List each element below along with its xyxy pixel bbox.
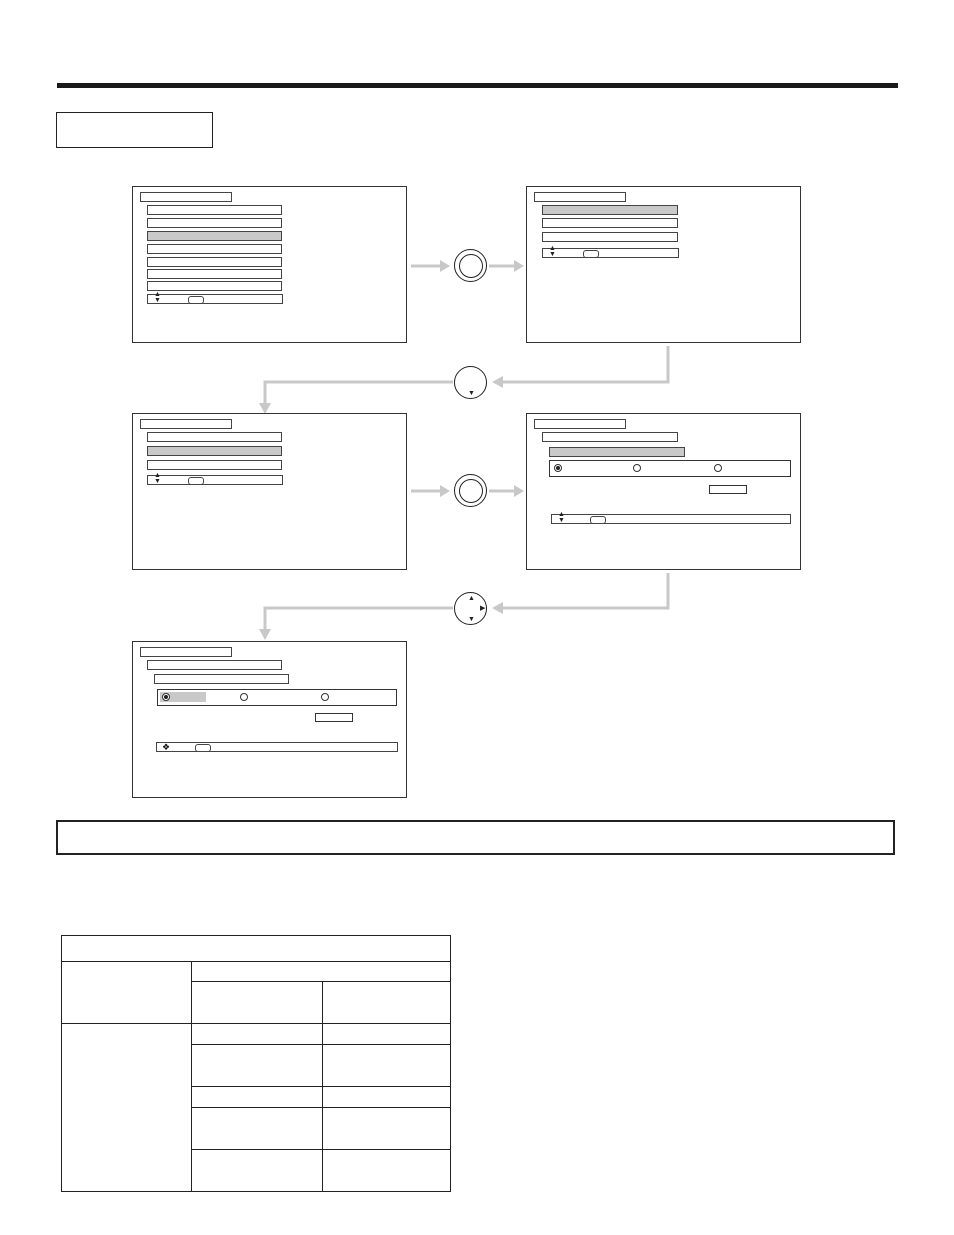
menu-title-bar: [534, 192, 626, 202]
table-cell: [192, 1024, 323, 1045]
table-cell: [323, 982, 451, 1024]
table-cell: [62, 1024, 192, 1192]
up-down-icon: ▲ ▼: [154, 472, 161, 485]
note-banner: [56, 820, 895, 855]
nav-hint-strip: [147, 291, 283, 304]
table-cell: [192, 962, 451, 982]
menu-item: [147, 269, 282, 279]
nav-hint-strip: [156, 742, 398, 752]
nav-hint-strip: [551, 511, 791, 524]
menu-screen-3: [132, 413, 407, 570]
small-button-box: [709, 485, 747, 494]
menu-title-bar: [534, 419, 626, 429]
table-cell: [192, 1108, 323, 1150]
menu-item: [147, 660, 282, 670]
table-cell: [323, 1108, 451, 1150]
radio-icon: [633, 464, 641, 472]
enter-button-icon: [188, 477, 204, 485]
menu-title-bar: [140, 192, 232, 202]
radio-icon: [240, 693, 248, 701]
table-cell: [323, 1045, 451, 1087]
submenu-item-selected: [549, 447, 685, 457]
menu-item: [542, 218, 678, 228]
menu-item-selected: [147, 231, 282, 241]
menu-item: [542, 232, 678, 242]
enter-button-icon: [195, 744, 211, 752]
table-cell: [192, 1045, 323, 1087]
radio-selected-icon: [554, 464, 562, 472]
menu-screen-1: [132, 186, 407, 343]
remote-circle-select-icon: [454, 249, 487, 282]
submenu-item: [154, 674, 289, 684]
flow-arrow-icon: [503, 573, 668, 608]
table-cell: [192, 1150, 323, 1192]
nav-hint-strip: [542, 245, 679, 258]
up-down-icon: ▲ ▼: [549, 245, 556, 258]
remote-cross-cursor-icon: ▲ ▼ ▶: [454, 592, 487, 625]
table-cell: [323, 1024, 451, 1045]
menu-item-selected: [147, 446, 282, 456]
table-cell: [323, 1150, 451, 1192]
table-cell: [192, 1087, 323, 1108]
enter-button-icon: [590, 516, 606, 524]
nav-hint-strip: [147, 472, 283, 485]
option-row: [157, 689, 397, 706]
radio-icon: [714, 464, 722, 472]
menu-screen-5: [132, 641, 407, 798]
menu-item: [147, 460, 282, 470]
enter-button-icon: [583, 250, 599, 258]
menu-item: [147, 205, 282, 215]
menu-title-bar: [140, 647, 232, 657]
option-row: [549, 460, 791, 477]
menu-item: [147, 432, 282, 442]
small-button-box: [315, 713, 353, 722]
table-header-cell: [62, 936, 451, 962]
menu-item: [147, 281, 282, 291]
table-cell: [192, 982, 323, 1024]
table-cell: [62, 962, 192, 1024]
menu-item: [542, 432, 678, 442]
menu-screen-2: [526, 186, 801, 343]
remote-down-cursor-icon: ▼: [454, 366, 487, 399]
flow-arrow-icon: [265, 608, 453, 630]
table-cell: [323, 1087, 451, 1108]
flow-arrow-icon: [265, 382, 453, 404]
radio-selected-icon: [162, 693, 170, 701]
menu-item: [147, 257, 282, 267]
remote-circle-select-icon: [454, 474, 487, 507]
menu-item-selected: [542, 205, 678, 215]
cross-cursor-icon: ❖: [162, 742, 171, 752]
flow-arrow-icon: [503, 346, 668, 382]
enter-button-icon: [188, 296, 204, 304]
up-down-icon: ▲ ▼: [154, 291, 161, 304]
spec-table: [61, 935, 451, 1192]
menu-item: [147, 218, 282, 228]
menu-title-bar: [140, 419, 232, 429]
menu-screen-4: [526, 413, 801, 570]
radio-icon: [321, 693, 329, 701]
menu-item: [147, 244, 282, 254]
up-down-icon: ▲ ▼: [558, 511, 565, 524]
